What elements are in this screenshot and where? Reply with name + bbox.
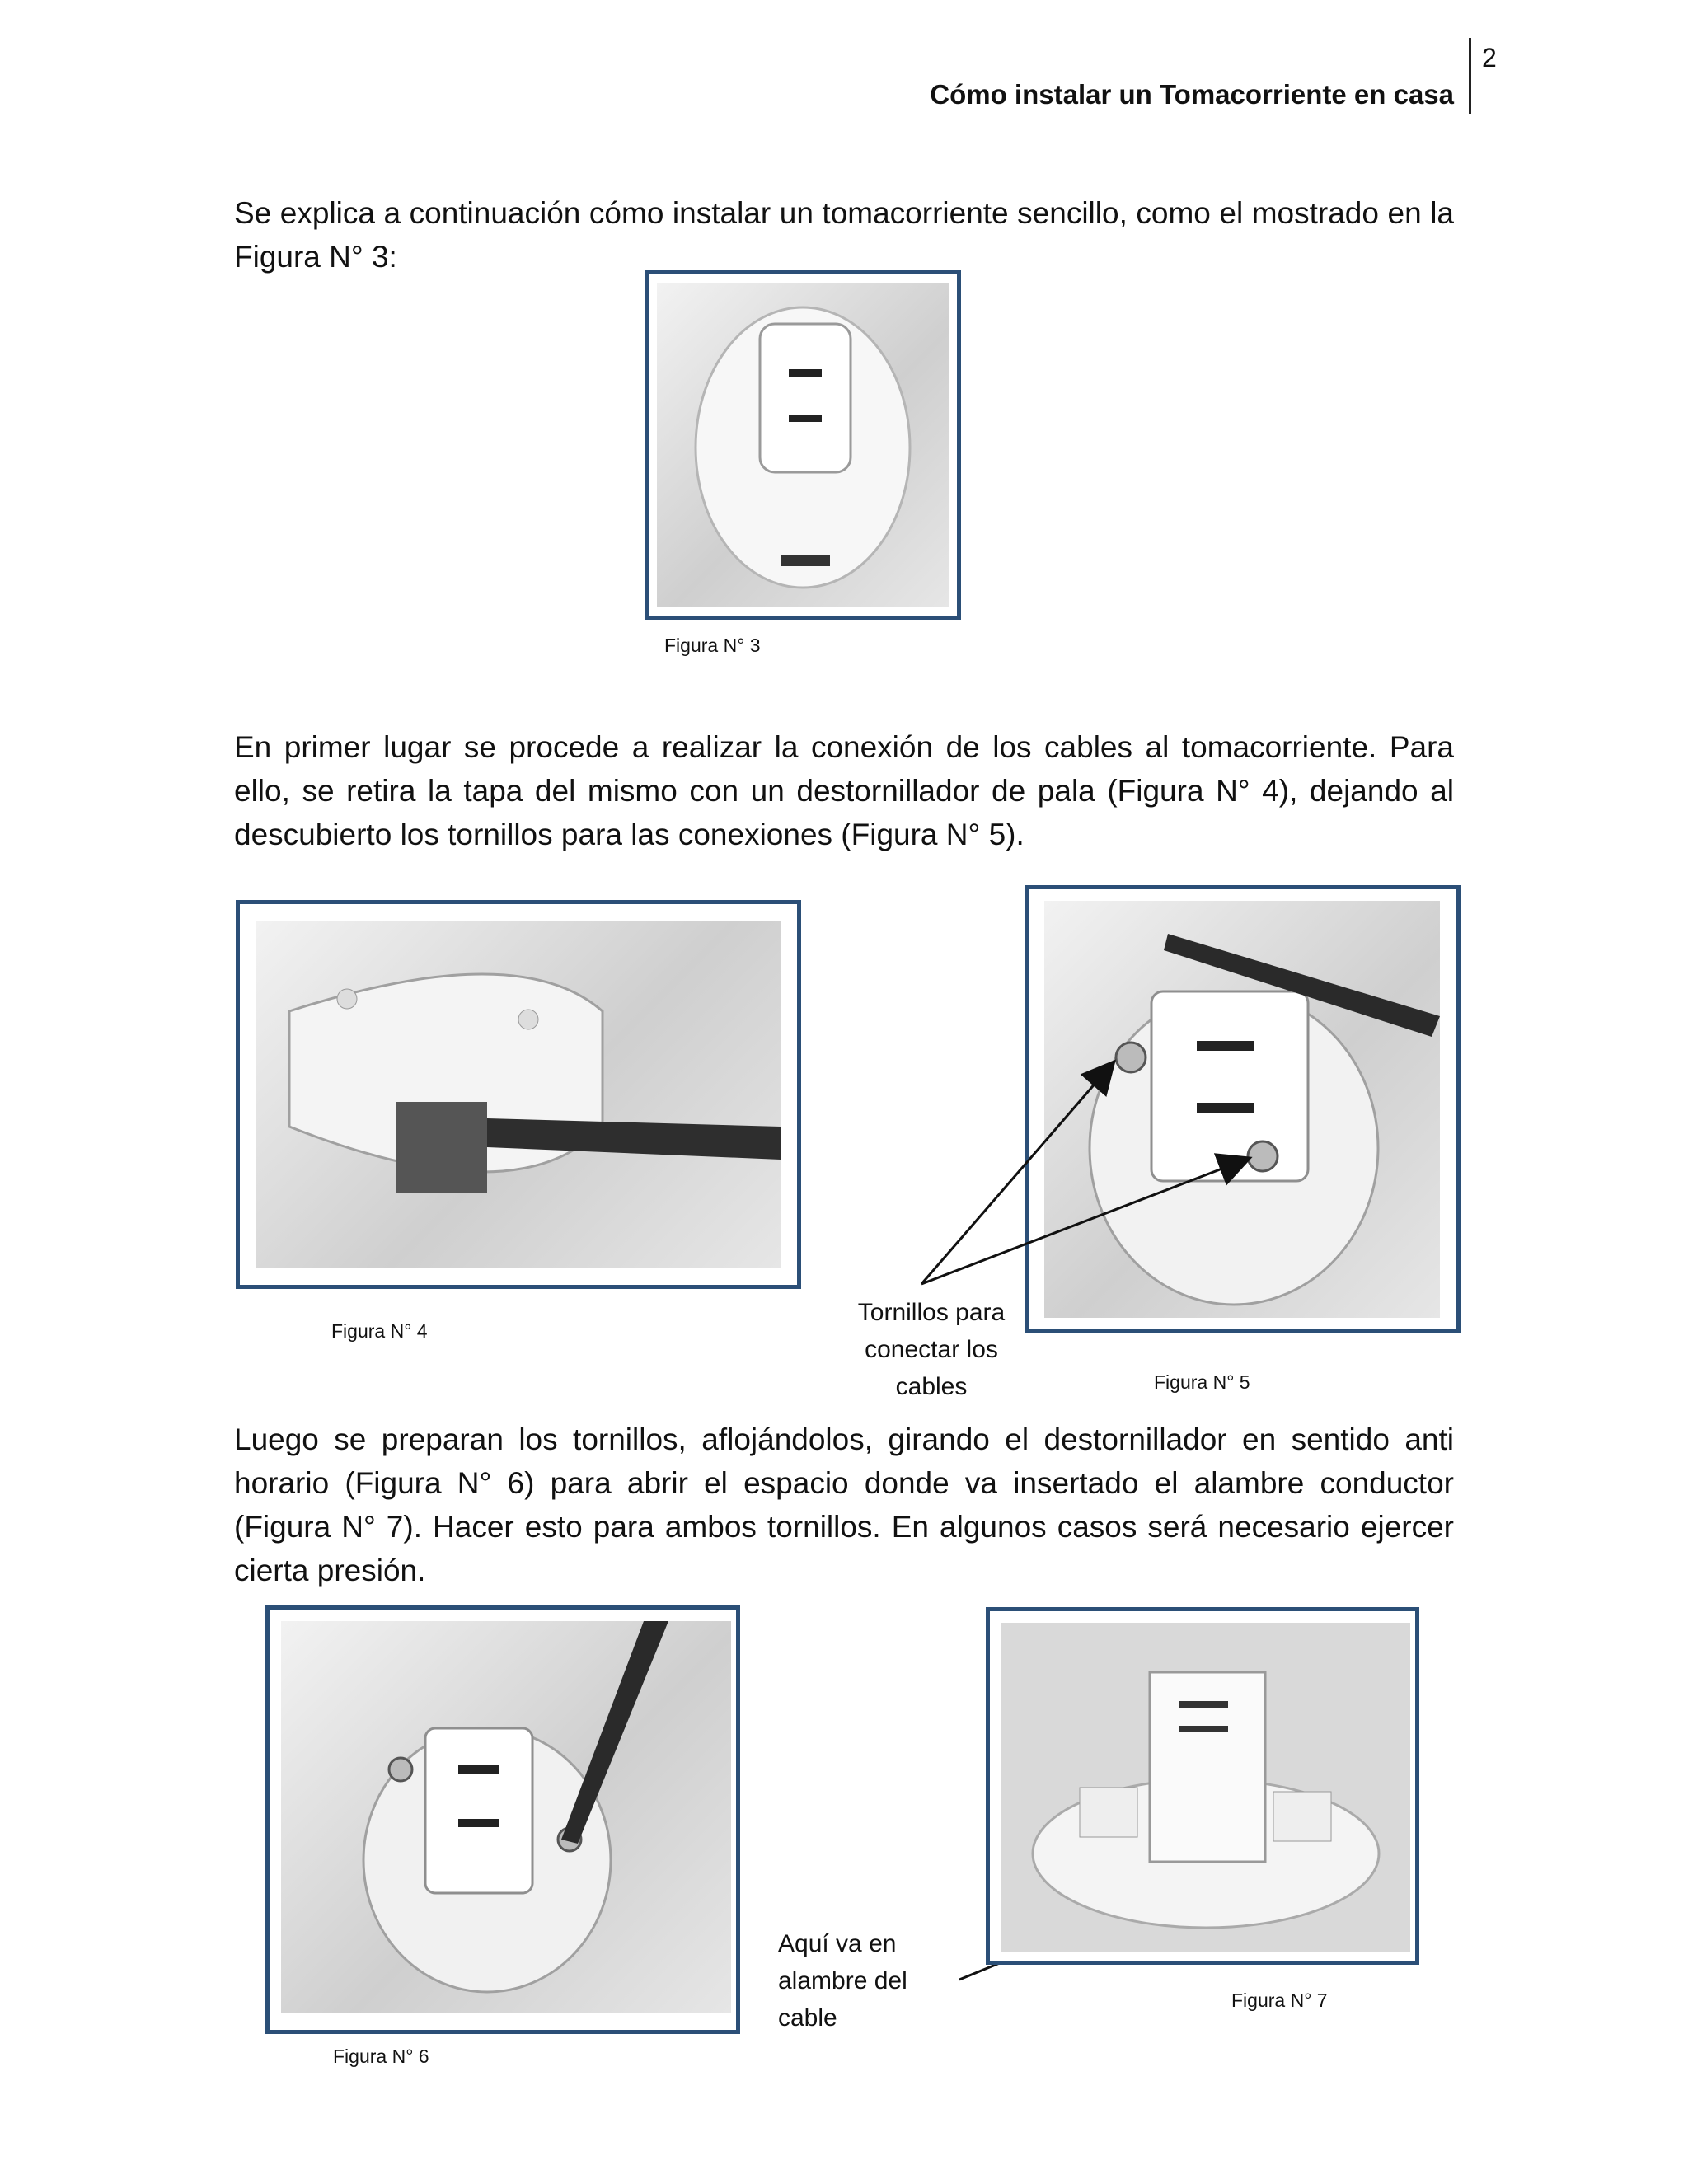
annotation-line: cable — [778, 2004, 837, 2032]
figure-6-frame — [265, 1605, 740, 2034]
figure-7-caption: Figura N° 7 — [1231, 1990, 1328, 2011]
annotation-line: alambre del — [778, 1967, 907, 1994]
annotation-line: conectar los — [865, 1336, 998, 1363]
figure-7-frame — [986, 1607, 1419, 1965]
annotation-line: Tornillos para — [857, 1299, 1006, 1326]
annotation-line: cables — [895, 1373, 968, 1400]
figure-6-photo — [281, 1621, 731, 2013]
arrow-to-screw-top — [921, 1063, 1113, 1284]
figure-7-annotation — [778, 1925, 959, 2036]
figure-7-photo — [1001, 1623, 1410, 1952]
page-number: 2 — [1482, 43, 1497, 73]
preparation-paragraph: Luego se preparan los tornillos, aflojándolos, girando el destornillador en sentido anti horario (Figura N° 6) para abrir el espacio donde va insertado el alambre conductor (Figura N° 7). Hacer esto para ambos tornillos. En algunos casos será necesario ejercer cierta presión. — [234, 1422, 1454, 1587]
document-title: Cómo instalar un Tomacorriente en casa — [930, 79, 1454, 110]
figure-3-caption: Figura N° 3 — [664, 635, 761, 656]
figure-5-annotation — [824, 1294, 1039, 1405]
arrow-to-screw-bottom — [921, 1159, 1248, 1284]
figure-6-caption: Figura N° 6 — [333, 2046, 429, 2067]
annotation-line: Aquí va en — [778, 1930, 897, 1957]
figure-4-caption: Figura N° 4 — [331, 1320, 428, 1342]
intro-paragraph: Se explica a continuación cómo instalar un tomacorriente sencillo, como el mostrado en la Figura N° 3: — [234, 196, 1454, 274]
connection-paragraph: En primer lugar se procede a realizar la conexión de los cables al tomacorriente. Para ello, se retira la tapa del mismo con un destornillador de pala (Figura N° 4), dejando al descubierto los tornillos para las conexiones (Figura N° 5). — [234, 730, 1454, 851]
figure-5-caption: Figura N° 5 — [1154, 1371, 1250, 1393]
